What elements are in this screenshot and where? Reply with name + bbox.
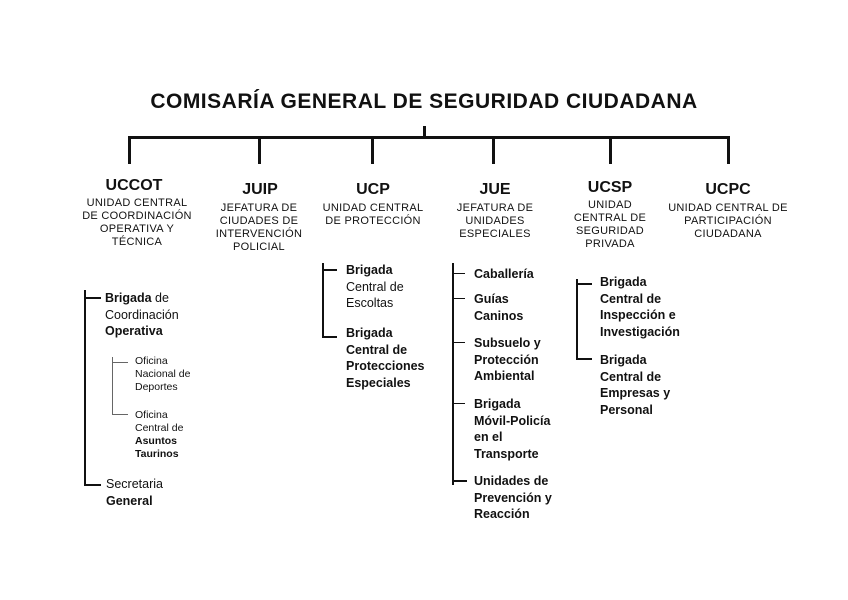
ucp-sub-tick-2 xyxy=(322,336,337,338)
unit-acronym-ucp: UCP xyxy=(356,181,390,198)
ucp-item2-line-1: Brigada xyxy=(346,326,393,340)
ucsp-item1-line-3: Inspección e xyxy=(600,308,676,322)
uccot-sub-tick-2 xyxy=(84,484,101,486)
oficina2-line-3: Asuntos xyxy=(135,435,177,447)
brigada-line-3: Operativa xyxy=(105,324,163,338)
unit-name-juip: JEFATURA DE CIUDADES DE INTERVENCIÓN POLICIAL xyxy=(215,202,303,253)
ucsp-item1-line-4: Investigación xyxy=(600,324,680,339)
jue-sub-vertical xyxy=(452,263,454,485)
jue-guias-caninos xyxy=(474,291,523,324)
jue-item2-line-1: Guías xyxy=(474,292,509,306)
uccot-brigada-coordinacion xyxy=(105,290,179,340)
brigada-rest-label: de xyxy=(151,291,169,305)
jue-sub-tick-5 xyxy=(452,480,467,482)
drop-juip xyxy=(258,136,261,164)
drop-ucsp xyxy=(609,136,612,164)
jue-sub-tick-3 xyxy=(452,342,465,343)
jue-sub-tick-4 xyxy=(452,403,465,404)
jue-item4-line-1: Brigada xyxy=(474,397,521,411)
ucsp-sub-tick-2 xyxy=(576,358,592,360)
oficina1-line-3: Deportes xyxy=(135,381,178,393)
unit-acronym-jue: JUE xyxy=(479,181,511,198)
ucp-item2-line-4: Especiales xyxy=(346,375,411,390)
oficina2-line-2: Central de xyxy=(135,422,184,434)
brigada-bold-label: Brigada xyxy=(105,291,152,305)
ucp-item1-line-2: Central de xyxy=(346,279,404,294)
unit-acronym-ucpc: UCPC xyxy=(705,181,751,198)
unit-acronym-ucsp: UCSP xyxy=(587,179,633,196)
ucsp-item2-line-2: Central de xyxy=(600,369,662,384)
jue-brigada-movil xyxy=(474,396,550,462)
oficina2-line-4: Taurinos xyxy=(135,448,179,460)
unit-name-ucpc: UNIDAD CENTRAL DE PARTICIPACIÓN CIUDADANA xyxy=(668,202,788,240)
secretaria-line-2: General xyxy=(106,493,153,508)
ucp-brigada-escoltas xyxy=(346,262,404,312)
oficina-asuntos-taurinos xyxy=(135,409,183,461)
oficina-tick-1 xyxy=(112,362,128,363)
uccot-sub-tick-1 xyxy=(84,297,101,299)
secretaria-line-1: Secretaria xyxy=(106,477,163,491)
ucsp-item1-line-1: Brigada xyxy=(600,275,647,289)
ucp-item1-line-1: Brigada xyxy=(346,263,393,277)
unit-name-ucsp: UNIDAD CENTRAL DE SEGURIDAD PRIVADA xyxy=(573,199,647,250)
jue-item1: Caballería xyxy=(474,267,534,281)
ucp-brigada-protecciones xyxy=(346,325,425,391)
jue-sub-tick-2 xyxy=(452,298,465,299)
jue-unidades-prevencion xyxy=(474,473,552,523)
drop-uccot xyxy=(128,136,131,164)
unit-name-ucp: UNIDAD CENTRAL DE PROTECCIÓN xyxy=(322,202,424,227)
ucp-sub-tick-1 xyxy=(322,269,337,271)
jue-item5-line-3: Reacción xyxy=(474,507,530,521)
ucsp-sub-vertical xyxy=(576,279,578,360)
jue-item4-line-4: Transporte xyxy=(474,446,539,461)
jue-item5-line-2: Prevención y xyxy=(474,490,552,505)
unit-acronym-juip: JUIP xyxy=(242,181,278,198)
drop-ucp xyxy=(371,136,374,164)
ucp-item2-line-3: Protecciones xyxy=(346,359,425,373)
main-horizontal-bar xyxy=(128,136,730,139)
ucsp-item2-line-1: Brigada xyxy=(600,353,647,367)
uccot-secretaria-general xyxy=(106,476,163,509)
ucsp-sub-tick-1 xyxy=(576,283,592,285)
jue-subsuelo xyxy=(474,335,541,385)
unit-acronym-uccot: UCCOT xyxy=(105,177,163,194)
jue-item3-line-1: Subsuelo y xyxy=(474,336,541,350)
org-title: COMISARÍA GENERAL DE SEGURIDAD CIUDADANA xyxy=(150,90,698,113)
ucp-sub-vertical xyxy=(322,263,324,338)
jue-item3-line-2: Protección xyxy=(474,352,539,367)
ucsp-brigada-empresas xyxy=(600,352,670,418)
brigada-line-2: Coordinación xyxy=(105,307,179,322)
drop-ucpc xyxy=(727,136,730,164)
ucsp-brigada-inspeccion xyxy=(600,274,680,340)
unit-name-uccot: UNIDAD CENTRAL DE COORDINACIÓN OPERATIVA Y TÉCNICA xyxy=(82,197,192,248)
jue-caballeria xyxy=(474,266,534,283)
jue-item4-line-3: en el xyxy=(474,430,503,444)
oficina-nacional-deportes xyxy=(135,355,190,394)
jue-sub-tick-1 xyxy=(452,273,465,274)
drop-jue xyxy=(492,136,495,164)
ucsp-item1-line-2: Central de xyxy=(600,291,662,306)
ucsp-item2-line-4: Personal xyxy=(600,402,653,417)
ucsp-item2-line-3: Empresas y xyxy=(600,386,671,400)
oficina-vertical xyxy=(112,357,113,415)
unit-name-jue: JEFATURA DE UNIDADES ESPECIALES xyxy=(456,202,534,240)
oficina1-line-1: Oficina xyxy=(135,355,168,367)
jue-item2-line-2: Caninos xyxy=(474,308,524,323)
jue-item5-line-1: Unidades de xyxy=(474,474,549,488)
oficina-tick-2 xyxy=(112,414,128,415)
uccot-sub-vertical xyxy=(84,290,86,486)
oficina2-line-1: Oficina xyxy=(135,409,168,421)
jue-item4-line-2: Móvil-Policía xyxy=(474,413,551,428)
ucp-item1-line-3: Escoltas xyxy=(346,296,394,310)
jue-item3-line-3: Ambiental xyxy=(474,369,535,383)
ucp-item2-line-2: Central de xyxy=(346,342,408,357)
oficina1-line-2: Nacional de xyxy=(135,368,191,380)
